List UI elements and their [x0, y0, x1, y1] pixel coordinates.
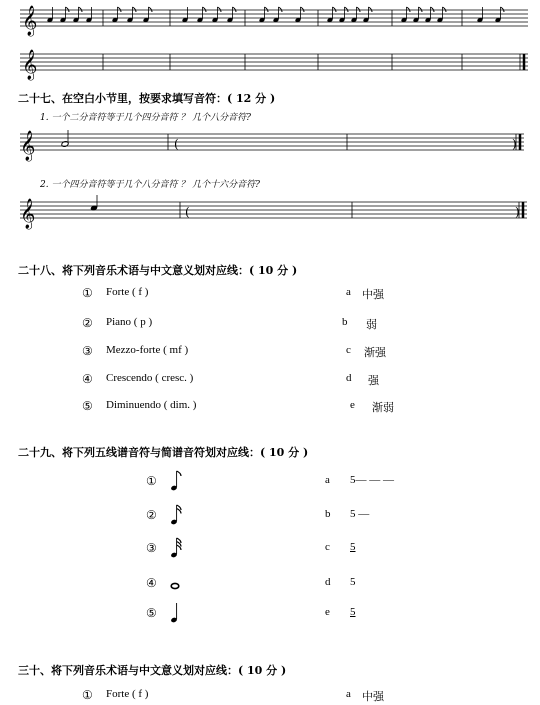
- treble-clef-icon: 𝄞: [22, 50, 38, 80]
- q27-heading: 二十七、在空白小节里，按要求填写音符：( 12 分 ): [18, 92, 276, 105]
- treble-clef-icon: 𝄞: [20, 199, 36, 229]
- quarter-note-icon: [170, 602, 186, 624]
- whole-note-icon: [170, 572, 186, 594]
- option-letter: a: [346, 286, 351, 298]
- q28-heading: 二十八、将下列音乐术语与中文意义划对应线：( 10 分 ): [18, 264, 298, 277]
- item-number: ③: [82, 344, 93, 358]
- item-number: ④: [146, 576, 157, 590]
- option-letter: e: [325, 606, 330, 618]
- item-number: ②: [82, 316, 93, 330]
- treble-clef-icon: 𝄞: [22, 6, 38, 36]
- music-staff-top: [0, 0, 540, 40]
- q27-staff-2: [0, 194, 540, 234]
- music-staff-empty: [0, 46, 540, 86]
- chinese-meaning: 强: [368, 374, 379, 387]
- jianpu-notation: 5: [350, 576, 356, 588]
- sixteenth-note-icon: [170, 504, 186, 526]
- eighth-note-icon: [170, 470, 186, 492]
- svg-text:): ): [515, 205, 520, 219]
- item-number: ①: [82, 688, 93, 702]
- q27-sub1: 1. 一个二分音符等于几个四分音符 ？ 几个八分音符?: [40, 113, 251, 123]
- thirty-second-note-icon: [170, 537, 186, 559]
- item-number: ④: [82, 372, 93, 386]
- option-letter: a: [346, 688, 351, 700]
- music-term: Crescendo ( cresc. ): [106, 372, 194, 384]
- music-term: Diminuendo ( dim. ): [106, 399, 197, 411]
- q27-sub2: 2. 一个四分音符等于几个八分音符 ？ 几个十六分音符?: [40, 180, 260, 190]
- option-letter: e: [350, 399, 355, 411]
- music-term: Mezzo-forte ( mf ): [106, 344, 189, 356]
- option-letter: a: [325, 474, 330, 486]
- jianpu-notation: 5— — —: [350, 474, 394, 486]
- chinese-meaning: 中强: [362, 690, 384, 703]
- option-letter: b: [342, 316, 348, 328]
- jianpu-notation: 5 —: [350, 508, 370, 520]
- q29-heading: 二十九、将下列五线谱音符与简谱音符划对应线：( 10 分 ): [18, 446, 309, 459]
- svg-text:(: (: [185, 205, 190, 219]
- option-letter: d: [346, 372, 352, 384]
- q27-staff-1: [0, 126, 540, 166]
- q30-heading: 三十、将下列音乐术语与中文意义划对应线：( 10 分 ): [18, 664, 287, 677]
- treble-clef-icon: 𝄞: [20, 131, 36, 161]
- svg-text:): ): [512, 137, 517, 151]
- svg-text:(: (: [174, 137, 179, 151]
- item-number: ⑤: [82, 399, 93, 413]
- item-number: ①: [146, 474, 157, 488]
- item-number: ⑤: [146, 606, 157, 620]
- music-term: Forte ( f ): [106, 688, 149, 700]
- item-number: ①: [82, 286, 93, 300]
- chinese-meaning: 渐强: [364, 346, 386, 359]
- option-letter: c: [346, 344, 351, 356]
- music-term: Forte ( f ): [106, 286, 149, 298]
- option-letter: c: [325, 541, 330, 553]
- item-number: ②: [146, 508, 157, 522]
- option-letter: d: [325, 576, 331, 588]
- chinese-meaning: 渐弱: [372, 401, 394, 414]
- music-term: Piano ( p ): [106, 316, 153, 328]
- jianpu-notation: 5: [350, 606, 356, 618]
- option-letter: b: [325, 508, 331, 520]
- jianpu-notation: 5: [350, 541, 356, 553]
- chinese-meaning: 弱: [366, 318, 377, 331]
- chinese-meaning: 中强: [362, 288, 384, 301]
- item-number: ③: [146, 541, 157, 555]
